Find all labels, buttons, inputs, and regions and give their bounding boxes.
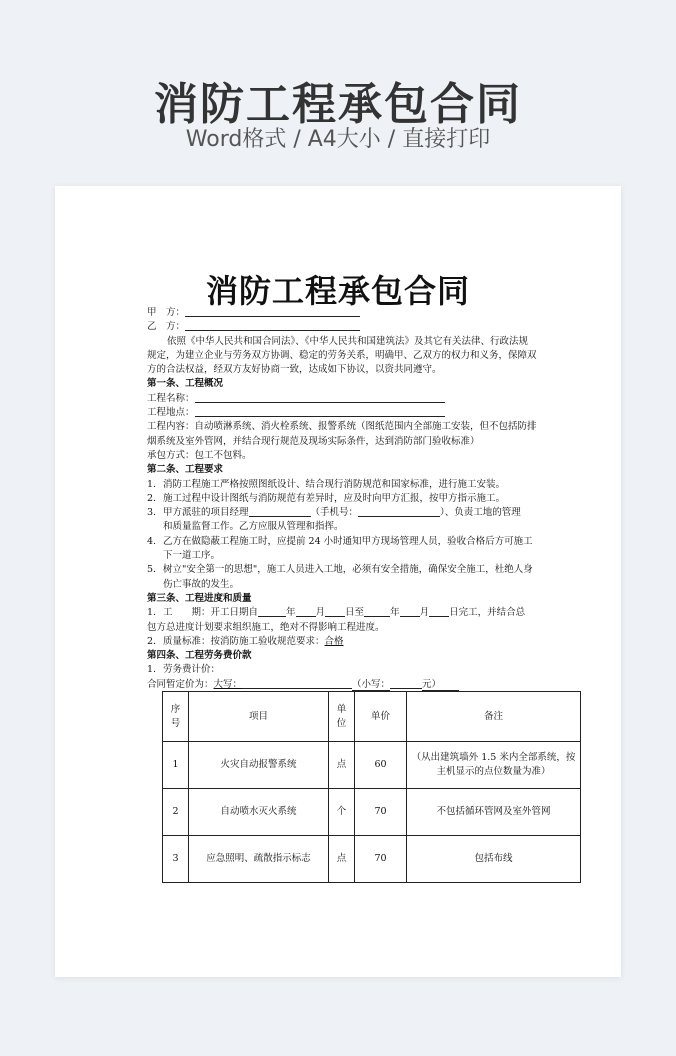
table-cell: 个 (329, 789, 355, 836)
month-label: 月 (419, 607, 430, 619)
project-name-line (147, 392, 537, 406)
item-text: 消防工程施工严格按照图纸设计、结合现行消防规范和国家标准，进行施工安装。 (163, 478, 506, 490)
day-label: 日完工，并结合总 (449, 607, 526, 619)
item-number: 5. (147, 564, 157, 576)
table-cell: 2 (163, 789, 189, 836)
party-b-blank (185, 320, 360, 331)
party-b-line (147, 320, 537, 334)
item-number: 1. (147, 478, 157, 490)
year-label: 年 (286, 607, 296, 619)
item-text: 劳务费计价： (163, 664, 221, 676)
project-content: 工程内容：自动喷淋系统、消火栓系统、报警系统（图纸范围内全部施工安装，但不包括防排烟系统及室外管网，并结合现行规范及现场实际条件，达到消防部门验收标准） (147, 421, 537, 447)
list-item (147, 663, 537, 677)
section-2-title: 第二条、工程要求 (147, 464, 224, 476)
list-item (147, 535, 537, 564)
date-blank (325, 606, 345, 617)
project-name-label: 工程名称： (147, 392, 195, 404)
list-item (147, 492, 537, 506)
project-location-blank (195, 406, 445, 417)
document-body (147, 306, 537, 692)
hero-title: 消防工程承包合同 (154, 79, 522, 130)
section-1-title: 第一条、工程概况 (147, 378, 224, 390)
table-cell: 点 (329, 836, 355, 883)
item-number: 3. (147, 507, 157, 519)
table-cell: 点 (329, 742, 355, 789)
intro-paragraph: 依照《中华人民共和国合同法》、《中华人民共和国建筑法》及其它有关法律、行政法规规定，为建立企业与劳务双方协调、稳定的劳务关系，明确甲、乙双方的权力和义务，保障双方的合法权益，经双方友好协商一致，达成如下协议，以资共同遵守。 (147, 335, 537, 376)
price-lower-blank (390, 678, 422, 689)
list-item (147, 506, 537, 535)
price-lower-label: （小写： (352, 678, 391, 690)
table-cell: （从出建筑墙外 1.5 米内全部系统，按主机显示的点位数量为准） (407, 742, 581, 789)
fee-table (162, 691, 581, 883)
table-cell: 1 (163, 742, 189, 789)
item-text (163, 635, 537, 649)
quality-label: 质量标准：按消防施工验收规范要求： (163, 635, 325, 647)
item-text (163, 606, 537, 620)
phone-label: （手机号： (310, 507, 359, 519)
item-number: 1. (147, 664, 157, 676)
year-label: 年 (390, 607, 400, 619)
manager-blank (249, 506, 311, 517)
project-location-line (147, 406, 537, 420)
manager-label: 甲方派驻的项目经理 (163, 507, 249, 519)
list-item (147, 635, 537, 649)
document-title: 消防工程承包合同 (205, 272, 470, 310)
price-label: 合同暂定价为： (147, 678, 214, 690)
date-blank (258, 606, 286, 617)
table-cell: 70 (355, 789, 407, 836)
date-blank (296, 606, 316, 617)
price-upper-label: 大写： (213, 678, 243, 690)
day-label: 日至 (345, 607, 365, 619)
list-item (147, 478, 537, 492)
header-cell: 单位 (329, 692, 355, 742)
header-cell: 项目 (189, 692, 329, 742)
item-number: 1. (147, 607, 157, 619)
price-line (147, 678, 537, 692)
contract-mode: 承包方式：包工不包料。 (147, 449, 252, 461)
table-cell: 60 (355, 742, 407, 789)
party-b-label: 乙 方： (147, 321, 186, 333)
table-header-row (163, 692, 581, 742)
hero-subtitle: Word格式 / A4大小 / 直接打印 (185, 127, 491, 152)
phone-blank (358, 506, 440, 517)
header-cell: 序号 (163, 692, 189, 742)
price-unit: 元） (422, 679, 459, 691)
schedule-continued: 包方总进度计划要求组织施工，绝对不得影响工程进度。 (147, 621, 385, 633)
quality-value: 合格 (324, 635, 344, 647)
schedule-label: 工 期：开工日期自 (163, 607, 259, 619)
manager-duty: ）、负责工地的管理 (440, 507, 521, 519)
party-a-label: 甲 方： (147, 307, 186, 318)
item-text (163, 506, 537, 535)
party-a-blank (185, 306, 360, 317)
date-blank (429, 606, 449, 617)
table-row (163, 789, 581, 836)
project-location-label: 工程地点： (147, 407, 195, 419)
month-label: 月 (315, 607, 326, 619)
table-cell: 火灾自动报警系统 (189, 742, 329, 789)
manager-duty-cont: 和质量监督工作。乙方应服从管理和指挥。 (163, 521, 344, 533)
list-item (147, 563, 537, 592)
date-blank (364, 606, 390, 617)
section-3-title: 第三条、工程进度和质量 (147, 592, 252, 604)
date-blank (400, 606, 420, 617)
item-text: 施工过程中设计图纸与消防规范有差异时，应及时向甲方汇报，按甲方指示施工。 (163, 492, 506, 504)
table-cell: 3 (163, 836, 189, 883)
list-item (147, 606, 537, 620)
header-cell: 单价 (355, 692, 407, 742)
section-4-title: 第四条、工程劳务费价款 (147, 650, 252, 662)
project-name-blank (195, 392, 445, 403)
item-number: 4. (147, 535, 157, 547)
item-text: 乙方在做隐蔽工程施工时，应提前 24 小时通知甲方现场管理人员，验收合格后方可施工下一道工序。 (163, 535, 533, 562)
header-cell: 备注 (407, 692, 581, 742)
item-number: 2. (147, 492, 157, 504)
item-number: 2. (147, 635, 157, 647)
table-cell: 自动喷水灭火系统 (189, 789, 329, 836)
table-cell: 70 (355, 836, 407, 883)
item-text: 树立"安全第一的思想"，施工人员进入工地，必须有安全措施，确保安全施工，杜绝人身伤亡事故的发生。 (163, 564, 533, 590)
document-page (55, 186, 621, 977)
price-upper-blank (242, 678, 352, 689)
table-row (163, 836, 581, 883)
party-a-line (147, 306, 537, 320)
table-cell: 不包括循环管网及室外管网 (407, 789, 581, 836)
table-cell: 应急照明、疏散指示标志 (189, 836, 329, 883)
table-row (163, 742, 581, 789)
table-cell: 包括布线 (407, 836, 581, 883)
